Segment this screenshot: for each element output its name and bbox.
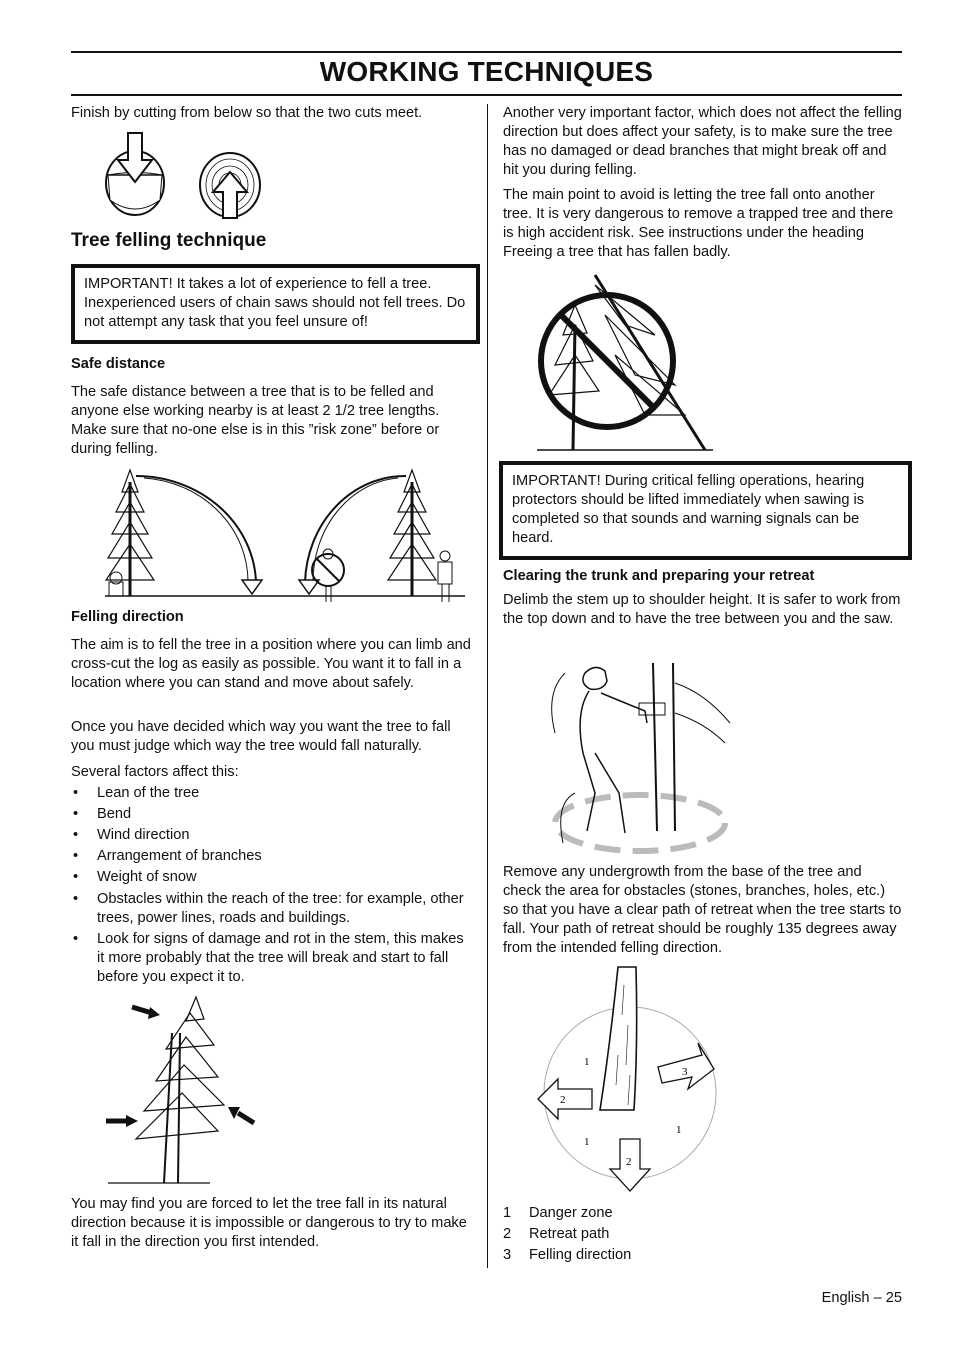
list-item: • Lean of the tree: [73, 785, 200, 801]
safe-distance-heading: Safe distance: [71, 356, 166, 372]
list-item: • Bend: [73, 806, 132, 822]
zone-label-2b: 2: [626, 1156, 632, 1168]
clearing-text-1: Delimb the stem up to shoulder height. It is safer to work from the top down and to have the tree between you and the saw.: [503, 592, 901, 627]
list-item: • Arrangement of branches: [73, 848, 262, 864]
zone-label-1c: 1: [676, 1124, 682, 1136]
trapped-tree-text: The main point to avoid is letting the tree fall onto another tree. It is very dangerous to remove a trapped tree and there is high accident risk. See instructions under the heading Freeing a tree that has fallen badly.: [503, 187, 894, 260]
top-rule: [71, 51, 902, 53]
legend-item: 2 Retreat path: [503, 1226, 610, 1242]
list-item: • Weight of snow: [73, 869, 197, 885]
felling-direction-heading: Felling direction: [71, 609, 184, 625]
factors-tree-illustration: [100, 993, 270, 1193]
legend-item: 3 Felling direction: [503, 1247, 632, 1263]
felling-text-2: Once you have decided which way you want the tree to fall you must judge which way the tree would fall naturally.: [71, 719, 451, 754]
safe-distance-illustration: [100, 462, 470, 607]
important-box-experience: [71, 264, 480, 344]
clearing-heading: Clearing the trunk and preparing your retreat: [503, 568, 815, 584]
delimbing-illustration: [535, 653, 735, 858]
important-text: IMPORTANT! During critical felling operations, hearing protectors should be lifted immediately when sawing is completed so that sounds and warning signals can be heard.: [512, 473, 865, 546]
felling-text-1: The aim is to fell the tree in a position where you can limb and cross-cut the log as easily as possible. You want it to fall in a location where you can stand and move about safely.: [71, 637, 471, 691]
danger-zone-diagram: [530, 965, 730, 1195]
legend-item: 1 Danger zone: [503, 1205, 613, 1221]
diagram-legend: [503, 1203, 631, 1266]
zone-label-3: 3: [682, 1066, 688, 1078]
column-divider: [487, 104, 488, 1268]
important-text: IMPORTANT! It takes a lot of experience to fell a tree. Inexperienced users of chain saws should not fell trees. Do not attempt any task that you feel unsure of!: [84, 276, 466, 330]
page-number: English – 25: [821, 1290, 902, 1306]
list-item: • Wind direction: [73, 827, 190, 843]
branches-text: Another very important factor, which does not affect the felling direction but does affect your safety, is to make sure the tree has no damaged or dead branches that might break off and hit you during felling.: [503, 105, 902, 178]
closing-text: You may find you are forced to let the tree fall in its natural direction because it is impossible or dangerous to try to make it fall in the direction you first intended.: [71, 1196, 467, 1250]
important-box-hearing: [499, 461, 912, 560]
prohibited-illustration: [535, 265, 715, 455]
safe-distance-text: The safe distance between a tree that is to be felled and anyone else working nearby is at least 2 1/2 tree lengths. Make sure that no-one else is in this ”risk zone” before or during felling.: [71, 384, 440, 457]
zone-label-2: 2: [560, 1094, 566, 1106]
zone-label-1b: 1: [584, 1136, 590, 1148]
clearing-text-2: Remove any undergrowth from the base of the tree and check the area for obstacles (stones, branches, holes, etc.) so that you have a clear path of retreat when the tree starts to fall. Your path of retreat should be roughly 135 degrees away from the intended felling direction.: [503, 864, 902, 956]
title-underline: [71, 94, 902, 96]
factor-list: [71, 783, 471, 989]
cut-illustration: [100, 130, 270, 220]
intro-text: Finish by cutting from below so that the two cuts meet.: [71, 105, 423, 121]
zone-label-1: 1: [584, 1056, 590, 1068]
felling-text-3: Several factors affect this:: [71, 764, 239, 780]
list-item: • Look for signs of damage and rot in the stem, this makes it more probably that the tree will break and start to fall before you expect it to.: [73, 931, 464, 985]
page-title: WORKING TECHNIQUES: [319, 56, 654, 87]
section-heading: Tree felling technique: [71, 230, 267, 251]
list-item: • Obstacles within the reach of the tree: for example, other trees, power lines, roads and buildings.: [73, 891, 464, 926]
